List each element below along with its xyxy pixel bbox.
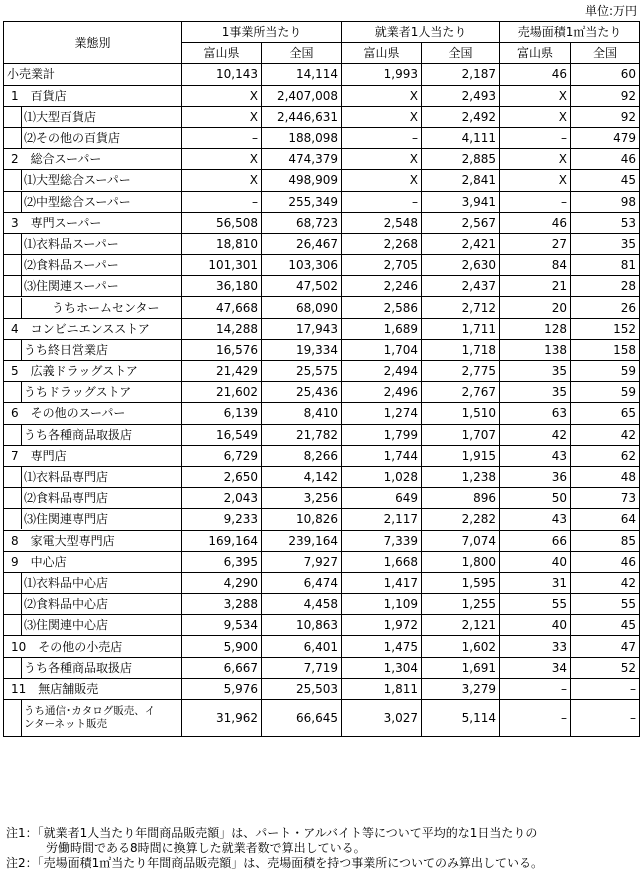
value-cell: 7,339 [342,530,422,551]
value-cell: X [182,170,262,191]
value-cell: 40 [500,551,571,572]
value-cell: 498,909 [262,170,342,191]
value-cell: 10,826 [262,509,342,530]
value-cell: 85 [571,530,640,551]
value-cell: 4,290 [182,572,262,593]
value-cell: 1,744 [342,445,422,466]
value-cell: 36 [500,466,571,487]
value-cell: 28 [571,276,640,297]
value-cell: 16,576 [182,339,262,360]
value-cell: 1,304 [342,657,422,678]
value-cell: 17,943 [262,318,342,339]
note-2: 注2：「売場面積1㎡当たり年間商品販売額」は、売場面積を持つ事業所についてのみ算出している。 [6,856,544,870]
value-cell: 46 [500,64,571,85]
value-cell: 5,900 [182,636,262,657]
value-cell: 6,395 [182,551,262,572]
row-label: うち通信･カタログ販売、インターネット販売 [21,700,164,736]
table-row [4,657,640,678]
value-cell: 48 [571,466,640,487]
value-cell: 25,575 [262,361,342,382]
value-cell: 26,467 [262,233,342,254]
table-row [4,255,640,276]
row-label: うち各種商品取扱店 [21,425,178,445]
value-cell: 26 [571,297,640,318]
value-cell: 21,602 [182,382,262,403]
value-cell: 50 [500,488,571,509]
value-cell: 101,301 [182,255,262,276]
table-row [4,297,640,318]
value-cell: 10,863 [262,615,342,636]
table-row [4,170,640,191]
table-row [4,678,640,699]
value-cell: 98 [571,191,640,212]
value-cell: 35 [571,233,640,254]
value-cell: 52 [571,657,640,678]
value-cell: 21,429 [182,361,262,382]
value-cell: 5,976 [182,678,262,699]
value-cell: 2,246 [342,276,422,297]
row-label: ⑵食料品専門店 [21,488,178,508]
value-cell: 1,704 [342,339,422,360]
value-cell: 19,334 [262,339,342,360]
header-category: 業態別 [4,22,182,64]
value-cell: 649 [342,488,422,509]
value-cell: 46 [500,212,571,233]
value-cell: – [500,127,571,148]
value-cell: – [342,127,422,148]
value-cell: 8,410 [262,403,342,424]
row-label-cell [4,382,182,403]
value-cell: 1,800 [422,551,500,572]
header-per-sqm: 売場面積1㎡当たり [500,22,640,43]
table-row [4,488,640,509]
value-cell: 169,164 [182,530,262,551]
value-cell: 6,667 [182,657,262,678]
value-cell: 10,143 [182,64,262,85]
value-cell: 1,475 [342,636,422,657]
value-cell: 5,114 [422,700,500,737]
value-cell: 1,915 [422,445,500,466]
value-cell: 1,711 [422,318,500,339]
row-label-cell [4,700,182,737]
value-cell: 2,496 [342,382,422,403]
row-label: ⑵食料品スーパー [21,255,178,275]
note-1: 注1：「就業者1人当たり年間商品販売額」は、パート・アルバイト等について平均的な1日当たりの [6,826,538,840]
row-label: ⑴大型総合スーパー [21,170,178,190]
value-cell: 63 [500,403,571,424]
row-label: ⑶住関連専門店 [21,509,178,529]
value-cell: 2,767 [422,382,500,403]
sales-table [3,21,640,737]
value-cell: 2,630 [422,255,500,276]
value-cell: X [182,85,262,106]
table-row [4,339,640,360]
value-cell: 92 [571,106,640,127]
value-cell: 128 [500,318,571,339]
table-row [4,509,640,530]
value-cell: 3,027 [342,700,422,737]
row-label: ⑵食料品中心店 [21,594,178,614]
value-cell: 2,705 [342,255,422,276]
table-row [4,64,640,85]
header-toyama-1: 富山県 [182,43,262,64]
row-label-cell [4,530,182,551]
value-cell: 1,668 [342,551,422,572]
table-row [4,127,640,148]
value-cell: – [500,678,571,699]
value-cell: 2,841 [422,170,500,191]
unit-label: 単位:万円 [584,4,637,18]
row-label: うちホームセンター [21,298,178,318]
row-label: ⑴大型百貨店 [21,107,178,127]
value-cell: 42 [571,424,640,445]
value-cell: 7,074 [422,530,500,551]
row-label: 10 その他の小売店 [11,639,123,654]
value-cell: 43 [500,445,571,466]
value-cell: 36,180 [182,276,262,297]
table-row [4,403,640,424]
table-row [4,191,640,212]
value-cell: – [571,678,640,699]
value-cell: 31,962 [182,700,262,737]
header-per-establishment: 1事業所当たり [182,22,342,43]
value-cell: 64 [571,509,640,530]
header-national-3: 全国 [571,43,640,64]
value-cell: 66,645 [262,700,342,737]
row-label: 小売業計 [7,67,56,82]
value-cell: 1,274 [342,403,422,424]
row-label-cell [4,636,182,657]
value-cell: 188,098 [262,127,342,148]
value-cell: 896 [422,488,500,509]
row-label: うちドラッグストア [21,382,178,402]
row-label-cell [4,233,182,254]
value-cell: 1,718 [422,339,500,360]
value-cell: X [342,149,422,170]
table-row [4,318,640,339]
value-cell: 66 [500,530,571,551]
value-cell: 6,729 [182,445,262,466]
value-cell: 2,885 [422,149,500,170]
value-cell: X [500,149,571,170]
value-cell: X [342,170,422,191]
row-label: 9 中心店 [11,554,67,569]
value-cell: 92 [571,85,640,106]
value-cell: 27 [500,233,571,254]
row-label-cell [4,255,182,276]
value-cell: 1,417 [342,572,422,593]
value-cell: 46 [571,551,640,572]
row-label-cell [4,678,182,699]
value-cell: 14,114 [262,64,342,85]
value-cell: 55 [571,594,640,615]
table-row [4,233,640,254]
value-cell: 4,142 [262,466,342,487]
value-cell: 2,043 [182,488,262,509]
note-1-cont: 労働時間である8時間に換算した就業者数で算出している。 [46,841,366,855]
value-cell: 2,437 [422,276,500,297]
value-cell: 16,549 [182,424,262,445]
value-cell: 55 [500,594,571,615]
value-cell: X [182,149,262,170]
row-label: 5 広義ドラッグストア [11,364,138,379]
value-cell: 65 [571,403,640,424]
row-label-cell [4,551,182,572]
value-cell: X [500,85,571,106]
value-cell: 42 [571,572,640,593]
value-cell: 1,993 [342,64,422,85]
value-cell: 21,782 [262,424,342,445]
value-cell: 1,811 [342,678,422,699]
row-label-cell [4,297,182,318]
table-row [4,572,640,593]
value-cell: – [500,700,571,737]
value-cell: 2,121 [422,615,500,636]
table-row [4,466,640,487]
table-body [4,64,640,737]
header-national-1: 全国 [262,43,342,64]
value-cell: 6,474 [262,572,342,593]
table-row [4,149,640,170]
value-cell: 9,534 [182,615,262,636]
header-toyama-3: 富山県 [500,43,571,64]
table-row [4,636,640,657]
value-cell: 3,279 [422,678,500,699]
row-label-cell [4,212,182,233]
value-cell: 53 [571,212,640,233]
value-cell: 2,117 [342,509,422,530]
value-cell: 3,256 [262,488,342,509]
value-cell: 1,691 [422,657,500,678]
value-cell: 59 [571,382,640,403]
value-cell: 1,595 [422,572,500,593]
value-cell: 2,407,008 [262,85,342,106]
table-row [4,212,640,233]
value-cell: – [182,191,262,212]
value-cell: 239,164 [262,530,342,551]
value-cell: 9,233 [182,509,262,530]
value-cell: 45 [571,615,640,636]
footnotes [6,826,543,871]
value-cell: 474,379 [262,149,342,170]
value-cell: 42 [500,424,571,445]
value-cell: 59 [571,361,640,382]
value-cell: 33 [500,636,571,657]
value-cell: 2,446,631 [262,106,342,127]
value-cell: 1,028 [342,466,422,487]
value-cell: 35 [500,361,571,382]
row-label: うち終日営業店 [21,340,178,360]
table-row [4,530,640,551]
table-row [4,85,640,106]
value-cell: 56,508 [182,212,262,233]
value-cell: 47,502 [262,276,342,297]
value-cell: 7,927 [262,551,342,572]
value-cell: 6,139 [182,403,262,424]
value-cell: – [342,191,422,212]
value-cell: 2,493 [422,85,500,106]
row-label: ⑴衣料品専門店 [21,467,178,487]
value-cell: 2,586 [342,297,422,318]
row-label-cell [4,488,182,509]
value-cell: 20 [500,297,571,318]
value-cell: 25,436 [262,382,342,403]
row-label-cell [4,424,182,445]
value-cell: X [500,106,571,127]
row-label-cell [4,445,182,466]
row-label-cell [4,403,182,424]
value-cell: 2,712 [422,297,500,318]
table-row [4,551,640,572]
value-cell: 2,492 [422,106,500,127]
table-row [4,615,640,636]
value-cell: 34 [500,657,571,678]
table-row [4,361,640,382]
row-label-cell [4,361,182,382]
row-label-cell [4,657,182,678]
header-per-worker: 就業者1人当たり [342,22,500,43]
value-cell: 8,266 [262,445,342,466]
row-label: うち各種商品取扱店 [21,658,178,678]
value-cell: 45 [571,170,640,191]
value-cell: 6,401 [262,636,342,657]
value-cell: 68,723 [262,212,342,233]
row-label-cell [4,64,182,85]
value-cell: 62 [571,445,640,466]
table-row [4,424,640,445]
value-cell: 4,111 [422,127,500,148]
value-cell: 2,650 [182,466,262,487]
header-national-2: 全国 [422,43,500,64]
row-label-cell [4,594,182,615]
row-label: 11 無店舗販売 [11,681,99,696]
value-cell: 4,458 [262,594,342,615]
row-label-cell [4,339,182,360]
row-label-cell [4,509,182,530]
value-cell: 1,799 [342,424,422,445]
value-cell: 2,775 [422,361,500,382]
value-cell: 103,306 [262,255,342,276]
value-cell: 2,268 [342,233,422,254]
row-label: ⑴衣料品中心店 [21,573,178,593]
value-cell: 60 [571,64,640,85]
value-cell: – [571,700,640,737]
table-row [4,382,640,403]
value-cell: 14,288 [182,318,262,339]
table-row [4,594,640,615]
row-label: 4 コンビニエンスストア [11,321,150,336]
row-label: ⑴衣料品スーパー [21,234,178,254]
value-cell: 18,810 [182,233,262,254]
table-row [4,276,640,297]
value-cell: 1,510 [422,403,500,424]
row-label: ⑶住関連スーパー [21,276,178,296]
row-label-cell [4,276,182,297]
row-label-cell [4,170,182,191]
value-cell: 255,349 [262,191,342,212]
value-cell: 2,282 [422,509,500,530]
value-cell: 1,238 [422,466,500,487]
value-cell: – [500,191,571,212]
value-cell: 68,090 [262,297,342,318]
value-cell: 84 [500,255,571,276]
row-label-cell [4,572,182,593]
value-cell: 158 [571,339,640,360]
row-label: ⑶住関連中心店 [21,615,178,635]
value-cell: 3,941 [422,191,500,212]
value-cell: 7,719 [262,657,342,678]
value-cell: 46 [571,149,640,170]
value-cell: 2,548 [342,212,422,233]
row-label: 2 総合スーパー [11,152,102,167]
row-label-cell [4,85,182,106]
row-label: 7 専門店 [11,448,67,463]
row-label-cell [4,149,182,170]
row-label-cell [4,191,182,212]
row-label-cell [4,106,182,127]
table-row [4,700,640,737]
value-cell: 21 [500,276,571,297]
value-cell: X [182,106,262,127]
value-cell: 152 [571,318,640,339]
value-cell: X [342,85,422,106]
value-cell: 1,602 [422,636,500,657]
value-cell: 35 [500,382,571,403]
value-cell: 43 [500,509,571,530]
value-cell: – [182,127,262,148]
value-cell: 1,109 [342,594,422,615]
value-cell: 1,707 [422,424,500,445]
row-label: 6 その他のスーパー [11,406,126,421]
row-label: 8 家電大型専門店 [11,533,115,548]
value-cell: 47 [571,636,640,657]
row-label: 3 専門スーパー [11,215,102,230]
header-toyama-2: 富山県 [342,43,422,64]
value-cell: 138 [500,339,571,360]
value-cell: 2,421 [422,233,500,254]
value-cell: 1,972 [342,615,422,636]
value-cell: 2,187 [422,64,500,85]
value-cell: 31 [500,572,571,593]
row-label-cell [4,127,182,148]
value-cell: 73 [571,488,640,509]
value-cell: 1,255 [422,594,500,615]
value-cell: 479 [571,127,640,148]
value-cell: 81 [571,255,640,276]
value-cell: 2,567 [422,212,500,233]
row-label: ⑵その他の百貨店 [21,128,178,148]
row-label-cell [4,615,182,636]
row-label: ⑵中型総合スーパー [21,192,178,212]
table-row [4,106,640,127]
value-cell: 3,288 [182,594,262,615]
value-cell: 2,494 [342,361,422,382]
table-row [4,445,640,466]
row-label: 1 百貨店 [11,88,67,103]
value-cell: 25,503 [262,678,342,699]
row-label-cell [4,318,182,339]
row-label-cell [4,466,182,487]
value-cell: X [500,170,571,191]
value-cell: 1,689 [342,318,422,339]
value-cell: X [342,106,422,127]
value-cell: 40 [500,615,571,636]
value-cell: 47,668 [182,297,262,318]
